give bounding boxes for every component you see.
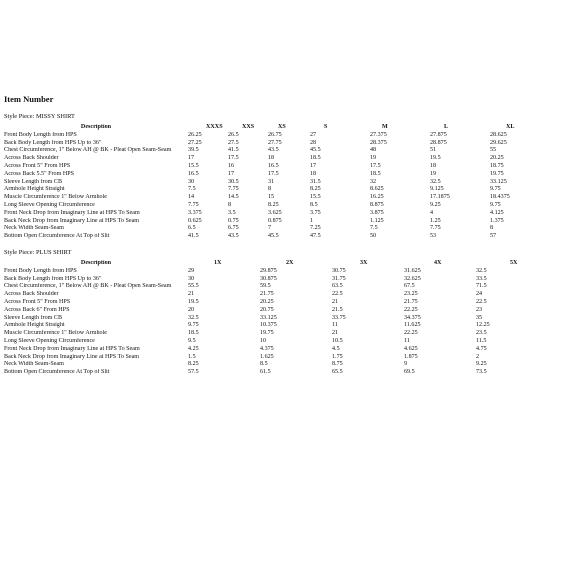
measurement-cell: 18 (310, 170, 317, 177)
measurement-cell: 29.625 (490, 139, 507, 146)
measurement-cell: 4.125 (490, 209, 504, 216)
measurement-cell: 1.875 (404, 353, 418, 360)
measurement-cell: 43.5 (268, 147, 279, 154)
row-description: Long Sleeve Opening Circumference (4, 201, 95, 208)
row-description: Front Body Length from HPS (4, 267, 77, 274)
table-row (4, 147, 574, 155)
measurement-cell: 7.75 (228, 186, 239, 193)
measurement-cell: 31.625 (404, 267, 421, 274)
measurement-cell: 9.5 (188, 337, 196, 344)
row-description: Chest Circumference, 1" Below AH @ BK - Pleat Open Seam-Seam (4, 147, 172, 154)
table-row (4, 218, 574, 226)
size-header: S (324, 124, 328, 130)
table-row (4, 186, 574, 194)
row-description: Across Front 5" From HPS (4, 298, 71, 305)
measurement-cell: 3.625 (268, 209, 282, 216)
row-description: Front Neck Drop from Imaginary Line at HPS To Seam (4, 209, 140, 216)
table-row (4, 210, 574, 218)
row-description: Sleeve Length from CB (4, 314, 63, 321)
measurement-cell: 41.5 (228, 147, 239, 154)
measurement-cell: 19.5 (188, 298, 199, 305)
measurement-cell: 16.25 (370, 194, 384, 201)
measurement-cell: 4.5 (332, 345, 340, 352)
table-row (4, 155, 574, 163)
measurement-cell: 21.75 (404, 298, 418, 305)
measurement-cell: 31 (268, 178, 275, 185)
measurement-cell: 4.625 (404, 345, 418, 352)
measurement-cell: 6.75 (228, 225, 239, 232)
measurement-cell: 45.5 (310, 147, 321, 154)
measurement-cell: 8.25 (310, 186, 321, 193)
measurement-cell: 33.125 (490, 178, 507, 185)
size-header: XXS (242, 124, 255, 130)
measurement-cell: 15 (268, 194, 275, 201)
measurement-cell: 28.625 (490, 131, 507, 138)
row-description: Front Body Length from HPS (4, 131, 77, 138)
measurement-cell: 39.5 (188, 147, 199, 154)
size-header: XXXS (206, 124, 223, 130)
row-description: Bottom Open Circumference At Top of Slit (4, 369, 110, 376)
measurement-cell: 16.5 (268, 162, 279, 169)
measurement-cell: 27.25 (188, 139, 202, 146)
table-row (4, 330, 574, 338)
measurement-cell: 8 (490, 225, 494, 232)
measurement-cell: 0.625 (188, 217, 202, 224)
row-description: Across Back 6" From HPS (4, 306, 70, 313)
measurement-cell: 0.75 (228, 217, 239, 224)
measurement-cell: 27.875 (430, 131, 447, 138)
measurement-cell: 18.75 (490, 162, 504, 169)
measurement-cell: 30.75 (332, 267, 346, 274)
measurement-cell: 11.5 (476, 337, 487, 344)
row-description: Chest Circumference, 1" Below AH @ BK - Pleat Open Seam-Seam (4, 283, 172, 290)
measurement-cell: 31.5 (310, 178, 321, 185)
measurement-cell: 17.5 (370, 162, 381, 169)
measurement-cell: 22.25 (404, 306, 418, 313)
measurement-cell: 18.4375 (490, 194, 510, 201)
row-description: Front Neck Drop from Imaginary Line at HPS To Seam (4, 345, 140, 352)
size-header: 1X (214, 259, 222, 266)
measurement-cell: 9.75 (188, 322, 199, 329)
table-row (4, 233, 574, 241)
measurement-cell: 7 (268, 225, 272, 232)
item-number-title: Item Number (4, 94, 54, 104)
measurement-cell: 10.375 (260, 322, 277, 329)
measurement-cell: 16.5 (188, 170, 199, 177)
measurement-cell: 30.5 (228, 178, 239, 185)
measurement-cell: 55.5 (188, 283, 199, 290)
row-description: Across Back 5.5" From HPS (4, 170, 75, 177)
measurement-cell: 27 (310, 131, 317, 138)
measurement-cell: 32.5 (476, 267, 487, 274)
measurement-cell: 71.5 (476, 283, 487, 290)
measurement-cell: 8.5 (310, 201, 318, 208)
row-description: Sleeve Length from CB (4, 178, 63, 185)
size-header: 2X (286, 259, 294, 266)
measurement-cell: 19 (370, 155, 377, 162)
measurement-cell: 26.25 (188, 131, 202, 138)
size-header: 5X (510, 259, 518, 266)
measurement-cell: 30 (188, 178, 195, 185)
measurement-cell: 51 (430, 147, 437, 154)
measurement-cell: 8.625 (370, 186, 384, 193)
measurement-cell: 47.5 (310, 233, 321, 240)
measurement-cell: 9.25 (430, 201, 441, 208)
measurement-cell: 10.5 (332, 337, 343, 344)
size-header: 3X (360, 259, 368, 266)
measurement-cell: 15.5 (310, 194, 321, 201)
measurement-cell: 9.125 (430, 186, 444, 193)
measurement-cell: 29.875 (260, 267, 277, 274)
measurement-cell: 11 (404, 337, 410, 344)
row-description: Back Body Length from HPS Up to 36" (4, 139, 102, 146)
measurement-cell: 19.5 (430, 155, 441, 162)
measurement-cell: 14 (188, 194, 195, 201)
measurement-cell: 53 (430, 233, 437, 240)
measurement-cell: 14.5 (228, 194, 239, 201)
table-row (4, 276, 574, 284)
measurement-cell: 3.75 (310, 209, 321, 216)
measurement-cell: 61.5 (260, 369, 271, 376)
spec-document (4, 94, 574, 377)
measurement-cell: 4.75 (476, 345, 487, 352)
measurement-cell: 8.25 (268, 201, 279, 208)
measurement-cell: 16 (228, 162, 235, 169)
row-description: Muscle Circumference 1" Below Armhole (4, 330, 108, 337)
row-description: Back Body Length from HPS Up to 36" (4, 275, 102, 282)
measurement-cell: 17 (188, 155, 195, 162)
row-description: Armhole Height Straight (4, 186, 65, 193)
measurement-cell: 21.75 (260, 291, 274, 298)
measurement-cell: 67.5 (404, 283, 415, 290)
table-row (4, 338, 574, 346)
measurement-cell: 1 (310, 217, 314, 224)
measurement-cell: 28.875 (430, 139, 447, 146)
table-row (4, 225, 574, 233)
measurement-cell: 63.5 (332, 283, 343, 290)
measurement-cell: 3.375 (188, 209, 202, 216)
measurement-cell: 4 (430, 209, 434, 216)
measurement-cell: 26.75 (268, 131, 282, 138)
row-description: Across Back Shoulder (4, 291, 59, 298)
measurement-cell: 9.75 (490, 186, 501, 193)
table-row (4, 163, 574, 171)
measurement-cell: 69.5 (404, 369, 415, 376)
row-description: Back Neck Drop from Imaginary Line at HPS To Seam (4, 353, 140, 360)
table-row (4, 140, 574, 148)
size-header: 4X (434, 259, 442, 266)
measurement-cell: 9.75 (490, 201, 501, 208)
measurement-cell: 30 (188, 275, 195, 282)
measurement-cell: 29 (188, 267, 195, 274)
plus-size-table (4, 260, 574, 377)
measurement-cell: 19 (430, 170, 437, 177)
measurement-cell: 1.375 (490, 217, 504, 224)
measurement-cell: 32 (370, 178, 377, 185)
missy-size-table (4, 124, 574, 241)
measurement-cell: 8 (228, 201, 232, 208)
size-header: M (382, 124, 388, 130)
measurement-cell: 7.75 (188, 201, 199, 208)
table-row (4, 179, 574, 187)
measurement-cell: 57 (490, 233, 497, 240)
measurement-cell: 20.75 (260, 306, 274, 313)
measurement-cell: 1.125 (370, 217, 384, 224)
measurement-cell: 1.75 (332, 353, 343, 360)
measurement-cell: 8.75 (332, 361, 343, 368)
measurement-cell: 73.5 (476, 369, 487, 376)
size-header: XS (278, 124, 286, 130)
measurement-cell: 7.75 (430, 225, 441, 232)
measurement-cell: 18.5 (188, 330, 199, 337)
measurement-cell: 21.5 (332, 306, 343, 313)
measurement-cell: 15.5 (188, 162, 199, 169)
measurement-cell: 32.5 (188, 314, 199, 321)
measurement-cell: 1.625 (260, 353, 274, 360)
measurement-cell: 48 (370, 147, 377, 154)
row-description: Armhole Height Straight (4, 322, 65, 329)
measurement-cell: 4.375 (260, 345, 274, 352)
measurement-cell: 17.5 (228, 155, 239, 162)
table-row (4, 132, 574, 140)
table-row (4, 369, 574, 377)
measurement-cell: 11.625 (404, 322, 421, 329)
measurement-cell: 23 (476, 306, 483, 313)
measurement-cell: 21 (332, 298, 339, 305)
measurement-cell: 22.5 (476, 298, 487, 305)
measurement-cell: 55 (490, 147, 497, 154)
measurement-cell: 57.5 (188, 369, 199, 376)
measurement-cell: 19.75 (490, 170, 504, 177)
measurement-cell: 6.5 (188, 225, 196, 232)
table-row (4, 291, 574, 299)
measurement-cell: 32.625 (404, 275, 421, 282)
measurement-cell: 10 (260, 337, 267, 344)
measurement-cell: 20 (188, 306, 195, 313)
measurement-cell: 8 (268, 186, 272, 193)
measurement-cell: 34.375 (404, 314, 421, 321)
row-description: Across Back Shoulder (4, 155, 59, 162)
measurement-cell: 20.25 (490, 155, 504, 162)
row-description: Across Front 5" From HPS (4, 162, 71, 169)
measurement-cell: 17 (228, 170, 235, 177)
description-header: Description (80, 259, 112, 266)
measurement-cell: 22.25 (404, 330, 418, 337)
measurement-cell: 41.5 (188, 233, 199, 240)
size-header: XL (506, 124, 515, 130)
measurement-cell: 35 (476, 314, 483, 321)
measurement-cell: 4.25 (188, 345, 199, 352)
row-description: Bottom Open Circumference At Top of Slit (4, 233, 110, 240)
table-row (4, 299, 574, 307)
row-description: Neck Width Seam-Seam (4, 225, 64, 232)
measurement-cell: 23.5 (476, 330, 487, 337)
measurement-cell: 59.5 (260, 283, 271, 290)
measurement-cell: 3.875 (370, 209, 384, 216)
measurement-cell: 0.875 (268, 217, 282, 224)
table-row (4, 171, 574, 179)
table-row (4, 322, 574, 330)
measurement-cell: 21 (188, 291, 195, 298)
measurement-cell: 24 (476, 291, 483, 298)
measurement-cell: 33.125 (260, 314, 277, 321)
style-piece-missy: Style Piece: MISSY SHIRT (4, 113, 75, 120)
measurement-cell: 50 (370, 233, 377, 240)
measurement-cell: 8.5 (260, 361, 268, 368)
spacer (4, 104, 574, 113)
measurement-cell: 20.25 (260, 298, 274, 305)
measurement-cell: 8.25 (188, 361, 199, 368)
measurement-cell: 28.375 (370, 139, 387, 146)
measurement-cell: 33.5 (476, 275, 487, 282)
measurement-cell: 45.5 (268, 233, 279, 240)
measurement-cell: 30.875 (260, 275, 277, 282)
table-row (4, 361, 574, 369)
row-description: Muscle Circumference 1" Below Armhole (4, 194, 108, 201)
measurement-cell: 21 (332, 330, 339, 337)
measurement-cell: 9 (404, 361, 408, 368)
measurement-cell: 7.5 (370, 225, 378, 232)
measurement-cell: 7.25 (310, 225, 321, 232)
table-row (4, 202, 574, 210)
measurement-cell: 22.5 (332, 291, 343, 298)
measurement-cell: 19.75 (260, 330, 274, 337)
measurement-cell: 31.75 (332, 275, 346, 282)
measurement-cell: 8.875 (370, 201, 384, 208)
measurement-cell: 1.5 (188, 353, 196, 360)
table-row (4, 283, 574, 291)
measurement-cell: 17.5 (268, 170, 279, 177)
row-description: Back Neck Drop from Imaginary Line at HPS To Seam (4, 217, 140, 224)
measurement-cell: 32.5 (430, 178, 441, 185)
measurement-cell: 1.25 (430, 217, 441, 224)
measurement-cell: 27.75 (268, 139, 282, 146)
measurement-cell: 27.375 (370, 131, 387, 138)
table-row (4, 315, 574, 323)
table-row (4, 346, 574, 354)
measurement-cell: 18 (268, 155, 275, 162)
size-header: L (444, 124, 449, 130)
measurement-cell: 23.25 (404, 291, 418, 298)
table-row (4, 268, 574, 276)
table-row (4, 194, 574, 202)
style-piece-plus: Style Piece: PLUS SHIRT (4, 248, 72, 256)
measurement-cell: 3.5 (228, 209, 236, 216)
measurement-cell: 2 (476, 353, 480, 360)
measurement-cell: 12.25 (476, 322, 490, 329)
missy-header-row (4, 124, 574, 132)
measurement-cell: 9.25 (476, 361, 487, 368)
table-row (4, 307, 574, 315)
measurement-cell: 18.5 (310, 155, 321, 162)
measurement-cell: 11 (332, 322, 338, 329)
measurement-cell: 26.5 (228, 131, 239, 138)
measurement-cell: 18.5 (370, 170, 381, 177)
measurement-cell: 17.1875 (430, 194, 450, 201)
spacer (4, 241, 574, 249)
measurement-cell: 33.75 (332, 314, 346, 321)
measurement-cell: 18 (430, 162, 437, 169)
row-description: Neck Width Seam-Seam (4, 361, 64, 368)
description-header: Description (80, 124, 112, 130)
measurement-cell: 7.5 (188, 186, 196, 193)
measurement-cell: 28 (310, 139, 317, 146)
plus-header-row (4, 260, 574, 268)
measurement-cell: 65.5 (332, 369, 343, 376)
measurement-cell: 43.5 (228, 233, 239, 240)
measurement-cell: 17 (310, 162, 317, 169)
measurement-cell: 27.5 (228, 139, 239, 146)
table-row (4, 354, 574, 362)
row-description: Long Sleeve Opening Circumference (4, 337, 95, 344)
